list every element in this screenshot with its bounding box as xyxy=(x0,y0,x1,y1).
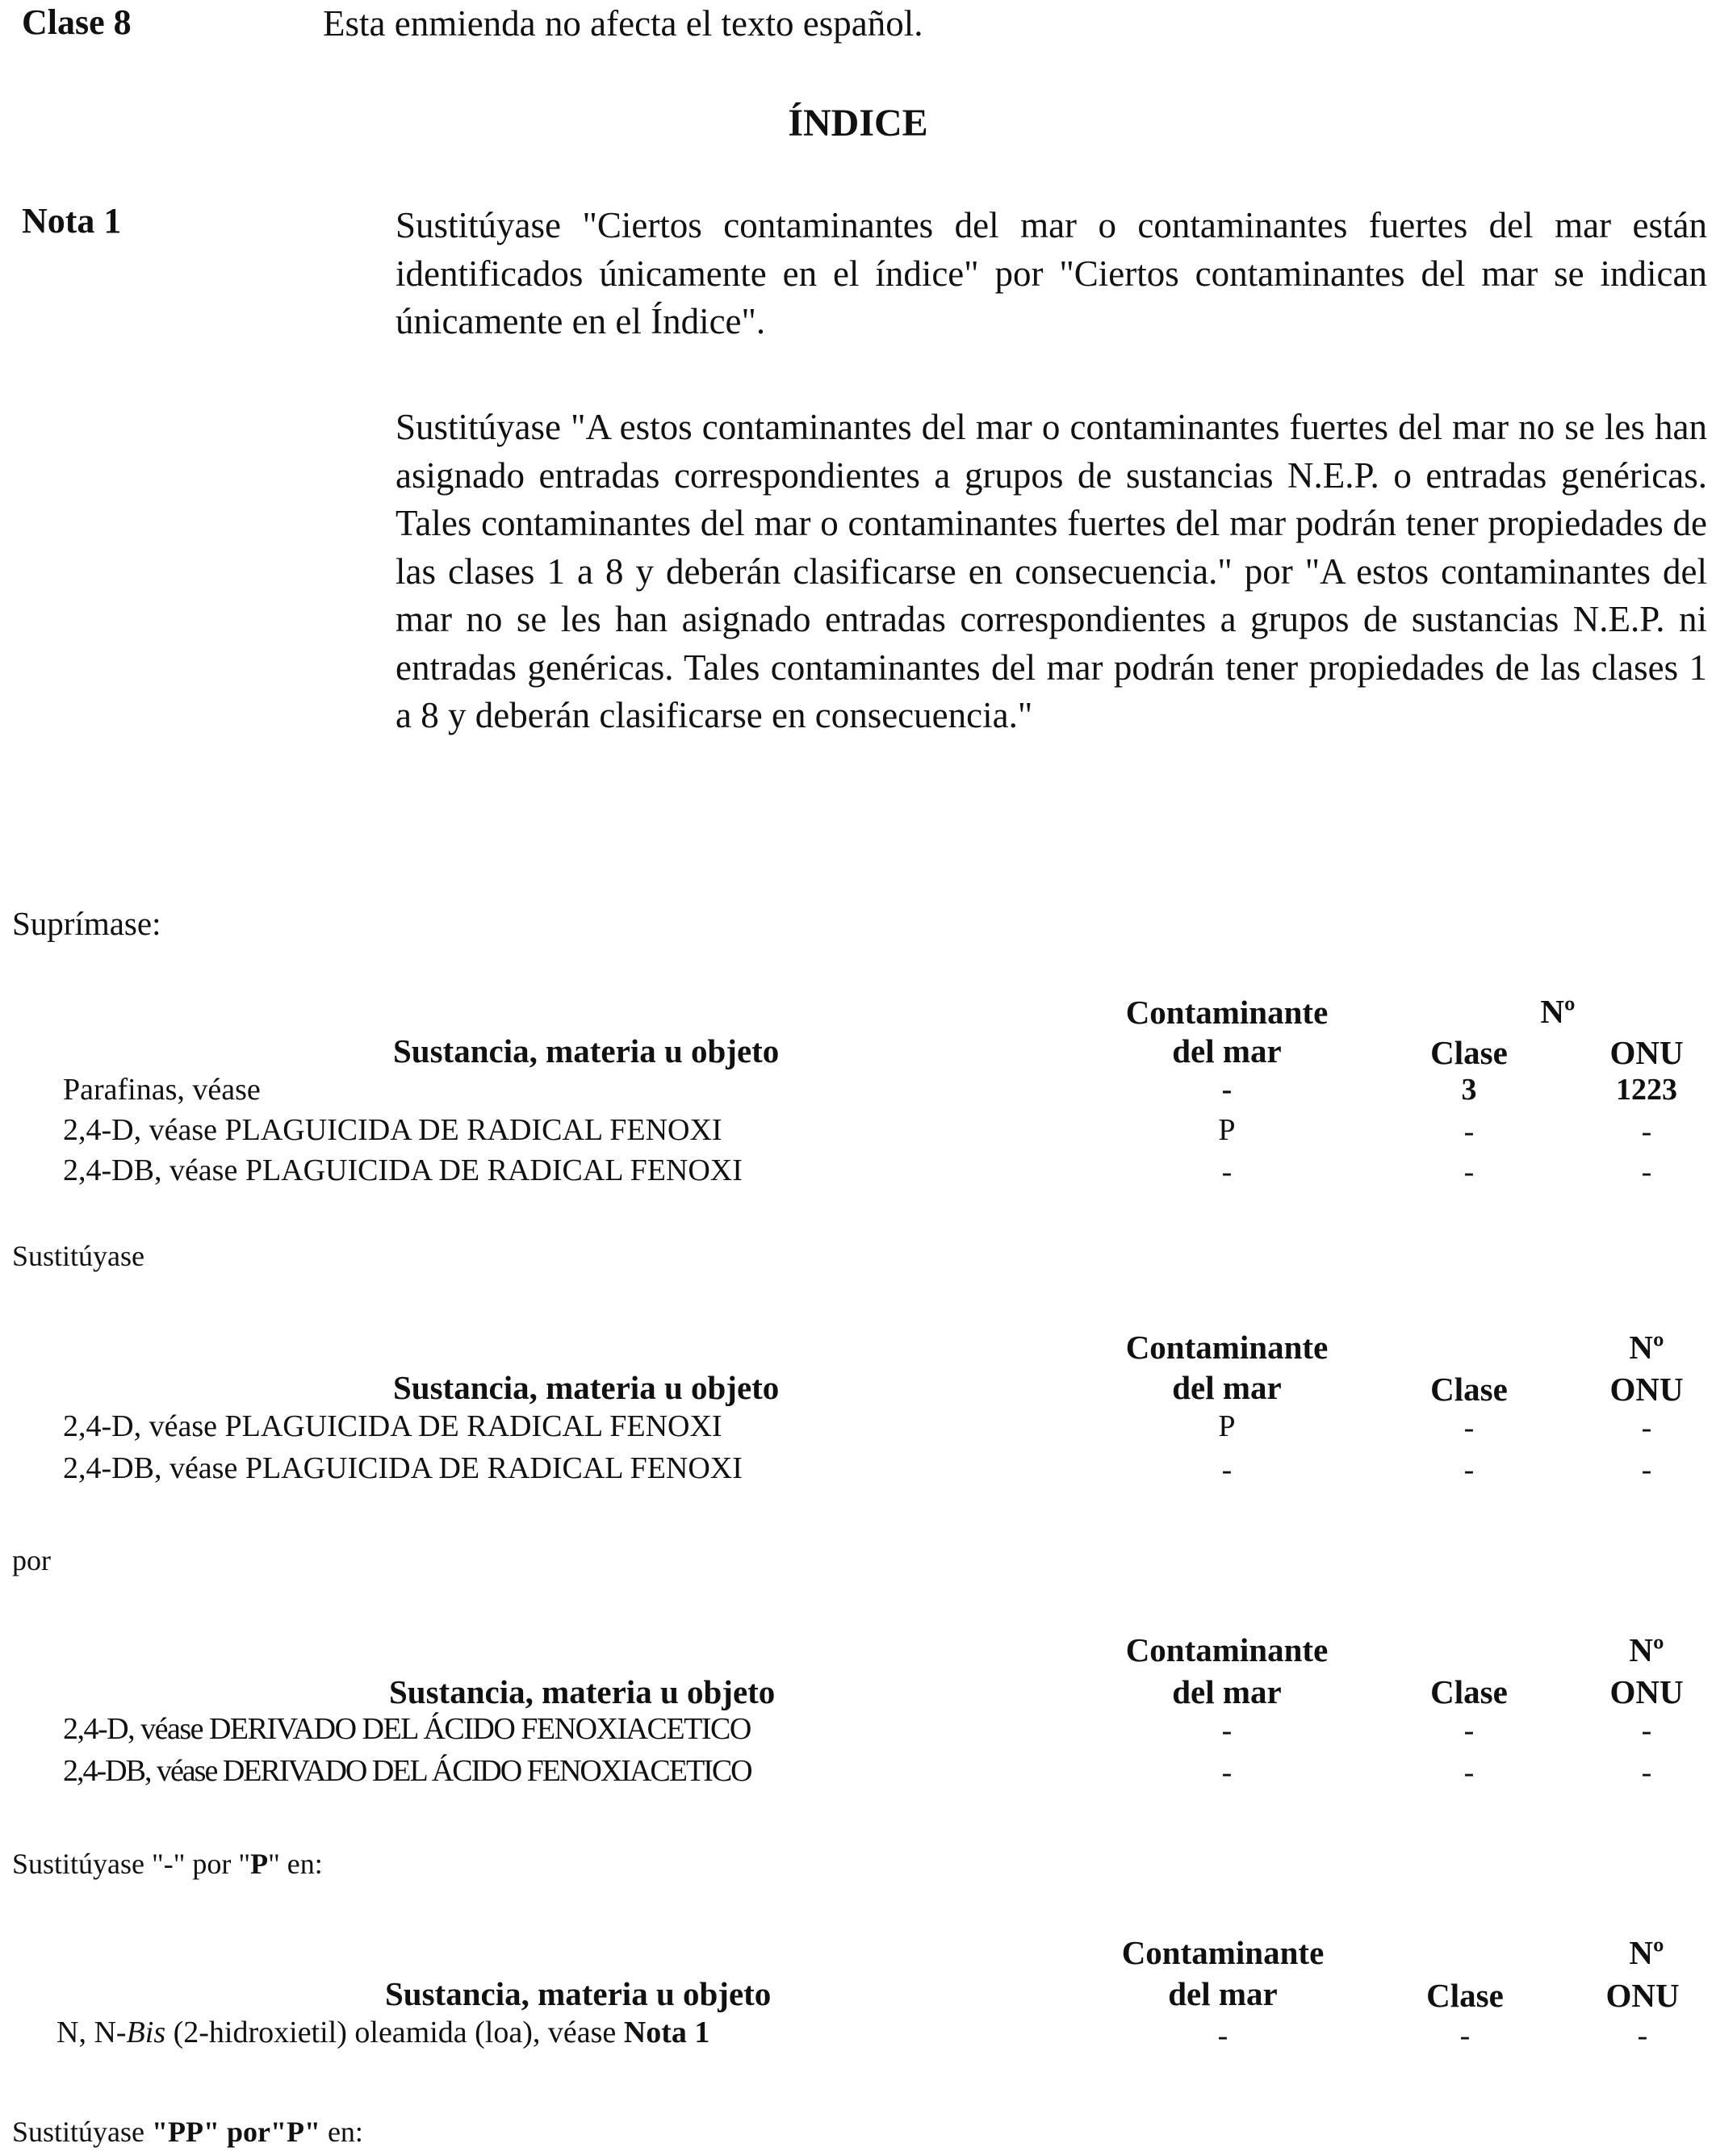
header-un-line1: Nº xyxy=(1629,1934,1664,1971)
table-row-pollutant: - xyxy=(1221,1453,1233,1487)
section-label-bold: P xyxy=(250,1848,269,1880)
table-row-un: - xyxy=(1637,2019,1648,2053)
header-un-line2: ONU xyxy=(1609,1673,1684,1710)
header-substance: Sustancia, materia u objeto xyxy=(393,1032,780,1070)
substance-bold: Nota 1 xyxy=(623,2016,710,2049)
table-row-substance: 2,4-DB, véase PLAGUICIDA DE RADICAL FENOXI xyxy=(63,1451,743,1485)
section-label-por: por xyxy=(12,1544,51,1576)
table-row-substance: 2,4-D, véase PLAGUICIDA DE RADICAL FENOXI xyxy=(63,1409,722,1443)
final-instruction xyxy=(12,2115,363,2149)
header-pollutant-line1: Contaminante xyxy=(1125,1329,1329,1366)
header-clase: Clase xyxy=(1426,1977,1504,2014)
header-pollutant-line2: del mar xyxy=(1168,1975,1278,2012)
final-bold: "PP" por"P" xyxy=(152,2116,320,2148)
header-un-line2: ONU xyxy=(1605,1977,1680,2014)
header-clase: Clase xyxy=(1430,1034,1508,1071)
final-post: en: xyxy=(320,2116,363,2148)
header-substance: Sustancia, materia u objeto xyxy=(389,1673,776,1710)
header-un-line2: ONU xyxy=(1609,1371,1684,1408)
table-row-pollutant: - xyxy=(1217,2019,1228,2053)
index-heading: ÍNDICE xyxy=(788,102,928,144)
table-row-clase: - xyxy=(1463,1714,1475,1748)
table-row-un: - xyxy=(1641,1155,1652,1189)
table-row-un: - xyxy=(1641,1115,1652,1149)
substance-mid: (2-hidroxietil) oleamida (loa), véase xyxy=(165,2016,624,2049)
table-row-un: - xyxy=(1641,1714,1652,1748)
table-row-un: - xyxy=(1641,1411,1652,1445)
nota-1-paragraph-2: Sustitúyase "A estos contaminantes del mar o contaminantes fuertes del mar no se les han asignado entradas correspondientes a grupos de sustancias N.E.P. o entradas genéricas. Tales contaminantes del mar o contaminantes fuertes del mar podrán tener propiedades de las clases 1 a 8 y deberán clasificarse en consecuencia." por "A estos contaminantes del mar no se les han asignado entradas correspondientes a grupos de sustancias N.E.P. ni entradas genéricas. Tales contaminantes del mar podrán tener propiedades de las clases 1 a 8 y deberán clasificarse en consecuencia." xyxy=(396,407,1707,735)
section-label-pre: Sustitúyase "-" por " xyxy=(12,1848,251,1880)
clase-8-label: Clase 8 xyxy=(22,2,132,42)
header-clase: Clase xyxy=(1430,1673,1508,1710)
table-row-substance: 2,4-D, véase DERIVADO DEL ÁCIDO FENOXIACETICO xyxy=(63,1712,751,1746)
table-row-pollutant: P xyxy=(1218,1113,1236,1147)
table-row-clase: - xyxy=(1459,2019,1471,2053)
header-substance: Sustancia, materia u objeto xyxy=(385,1975,772,2012)
table-row-pollutant: - xyxy=(1221,1155,1233,1189)
table-row-pollutant: P xyxy=(1218,1409,1236,1443)
table-row-un: 1223 xyxy=(1616,1073,1677,1107)
section-label-post: " en: xyxy=(268,1848,323,1880)
header-pollutant-line1: Contaminante xyxy=(1125,994,1329,1031)
section-label-sustituyase: Sustitúyase xyxy=(12,1240,145,1272)
table-row-clase: 3 xyxy=(1461,1073,1477,1107)
table-row-substance xyxy=(57,2015,709,2050)
table-row-clase: - xyxy=(1463,1411,1475,1445)
table-row-substance: 2,4-DB, véase DERIVADO DEL ÁCIDO FENOXIACETICO xyxy=(63,1754,751,1788)
table-row-clase: - xyxy=(1463,1115,1475,1149)
nota-1-paragraph-1: Sustitúyase "Ciertos contaminantes del mar o contaminantes fuertes del mar están identificados únicamente en el índice" por "Ciertos contaminantes del mar se indican únicamente en el Índice". xyxy=(396,205,1707,341)
table-row-un: - xyxy=(1641,1756,1652,1790)
table-row-clase: - xyxy=(1463,1756,1475,1790)
header-substance: Sustancia, materia u objeto xyxy=(393,1369,780,1406)
table-row-clase: - xyxy=(1463,1453,1475,1487)
header-un-line1: Nº xyxy=(1629,1329,1664,1366)
header-pollutant-line1: Contaminante xyxy=(1121,1934,1325,1971)
table-row-un: - xyxy=(1641,1453,1652,1487)
nota-1-label: Nota 1 xyxy=(22,201,122,241)
table-row-substance: Parafinas, véase xyxy=(63,1073,261,1107)
substance-italic: Bis xyxy=(126,2016,166,2049)
header-pollutant-line2: del mar xyxy=(1172,1673,1282,1710)
header-un-line2: ONU xyxy=(1609,1034,1684,1071)
table-row-pollutant: - xyxy=(1221,1714,1233,1748)
header-clase: Clase xyxy=(1430,1371,1508,1408)
header-pollutant-line2: del mar xyxy=(1172,1032,1282,1070)
table-row-substance: 2,4-D, véase PLAGUICIDA DE RADICAL FENOXI xyxy=(63,1113,722,1147)
clase-8-text: Esta enmienda no afecta el texto español. xyxy=(323,3,923,44)
substance-pre: N, N- xyxy=(57,2016,127,2049)
header-un-line1-text: Nº xyxy=(1540,993,1576,1030)
table-row-pollutant: - xyxy=(1221,1756,1233,1790)
table-row-pollutant: - xyxy=(1221,1073,1233,1107)
final-pre: Sustitúyase xyxy=(12,2116,153,2148)
header-un-line1: Nº xyxy=(1629,1631,1664,1668)
section-label-sustituyase-p xyxy=(12,1847,323,1881)
table-row-substance: 2,4-DB, véase PLAGUICIDA DE RADICAL FENOXI xyxy=(63,1153,743,1187)
table-row-clase: - xyxy=(1463,1155,1475,1189)
header-pollutant-line2: del mar xyxy=(1172,1369,1282,1406)
section-label-suprimase: Suprímase: xyxy=(12,905,161,942)
header-pollutant-line1: Contaminante xyxy=(1125,1631,1329,1668)
